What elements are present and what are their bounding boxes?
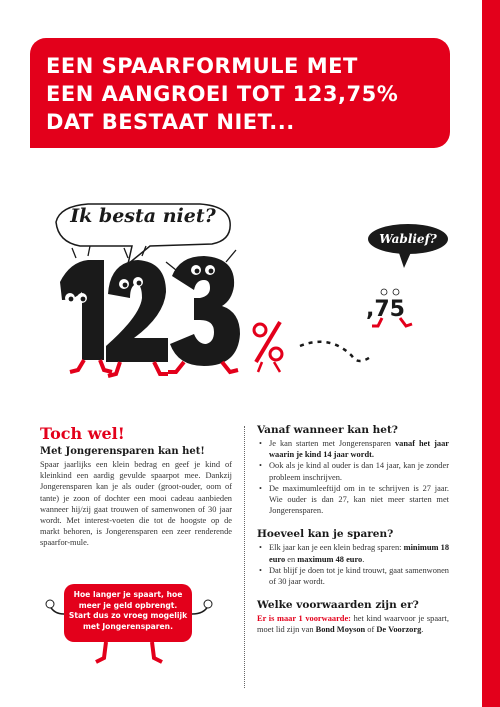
section-title: Hoeveel kan je sparen? — [257, 528, 394, 541]
conditions-text: Er is maar 1 voorwaarde: het kind waarvoor je spaart, moet lid zijn van Bond Moyson of De Voorzorg. — [257, 614, 449, 635]
speech-small-bubble: Wablief? — [368, 224, 448, 254]
dotted-path — [300, 342, 372, 361]
list-item: • Elk jaar kan je een klein bedrag sparen: minimum 18 euro en maximum 48 euro. — [257, 542, 449, 564]
digit-three-character — [166, 250, 240, 372]
list-item: • De maximumleeftijd om in te schrijven is 27 jaar. Wie ouder is dan 27, kan niet meer starten met Jongerensparen. — [257, 483, 449, 517]
column-divider — [244, 426, 245, 688]
headline-line-3: DAT BESTAAT NIET... — [46, 110, 295, 134]
left-body: Spaar jaarlijks een klein bedrag en geef je kind of kleinkind een aardig gevulde spaarpot mee. Dankzij Jongerensparen kan je als ouder (groot-ouder, oom of tante) je zoon of dochter een mooi cadeau aanbieden wanneer hij/zij gaat trouwen of samenwonen of 30 jaar wordt. Met interest-voeten die tot de hoogste op de markt behoren, is Jongerensparen een zeer renderende spaarfor-mule. — [40, 460, 232, 548]
section-amount — [257, 528, 449, 587]
list-item: • Ook als je kind al ouder is dan 14 jaar, kan je zonder probleem inschrijven. — [257, 460, 449, 482]
section-title: Welke voorwaarden zijn er? — [257, 599, 419, 612]
section-title: Vanaf wanneer kan het? — [257, 424, 398, 436]
left-subtitle: Met Jongerensparen kan het! — [40, 446, 205, 457]
left-title: Toch wel! — [40, 424, 125, 443]
headline-line-1: EEN SPAARFORMULE MET — [46, 54, 358, 78]
tip-callout: Hoe langer je spaart, hoe meer je geld opbrengt. Start dus zo vroeg mogelijk met Jongerensparen. — [64, 584, 192, 642]
section-start-age — [257, 424, 449, 516]
right-column — [257, 424, 449, 648]
decimals-text: ,75 — [366, 297, 405, 322]
percent-sign-character — [254, 322, 282, 372]
digit-two-character — [106, 246, 168, 376]
digit-one-character — [60, 246, 112, 372]
left-column — [40, 424, 232, 549]
headline-banner — [30, 38, 450, 148]
right-edge-bar — [482, 0, 500, 707]
list-item: • Dat blijf je doen tot je kind trouwt, gaat samenwonen of 30 jaar wordt. — [257, 565, 449, 587]
speech-main-text: Ik besta niet? — [70, 205, 216, 227]
headline-line-2: EEN AANGROEI TOT 123,75% — [46, 82, 399, 106]
decimals-character — [366, 289, 412, 326]
section-conditions — [257, 599, 449, 635]
list-item: • Je kan starten met Jongerensparen vanaf het jaar waarin je kind 14 jaar wordt. — [257, 438, 449, 460]
callout-limbs — [44, 592, 216, 670]
